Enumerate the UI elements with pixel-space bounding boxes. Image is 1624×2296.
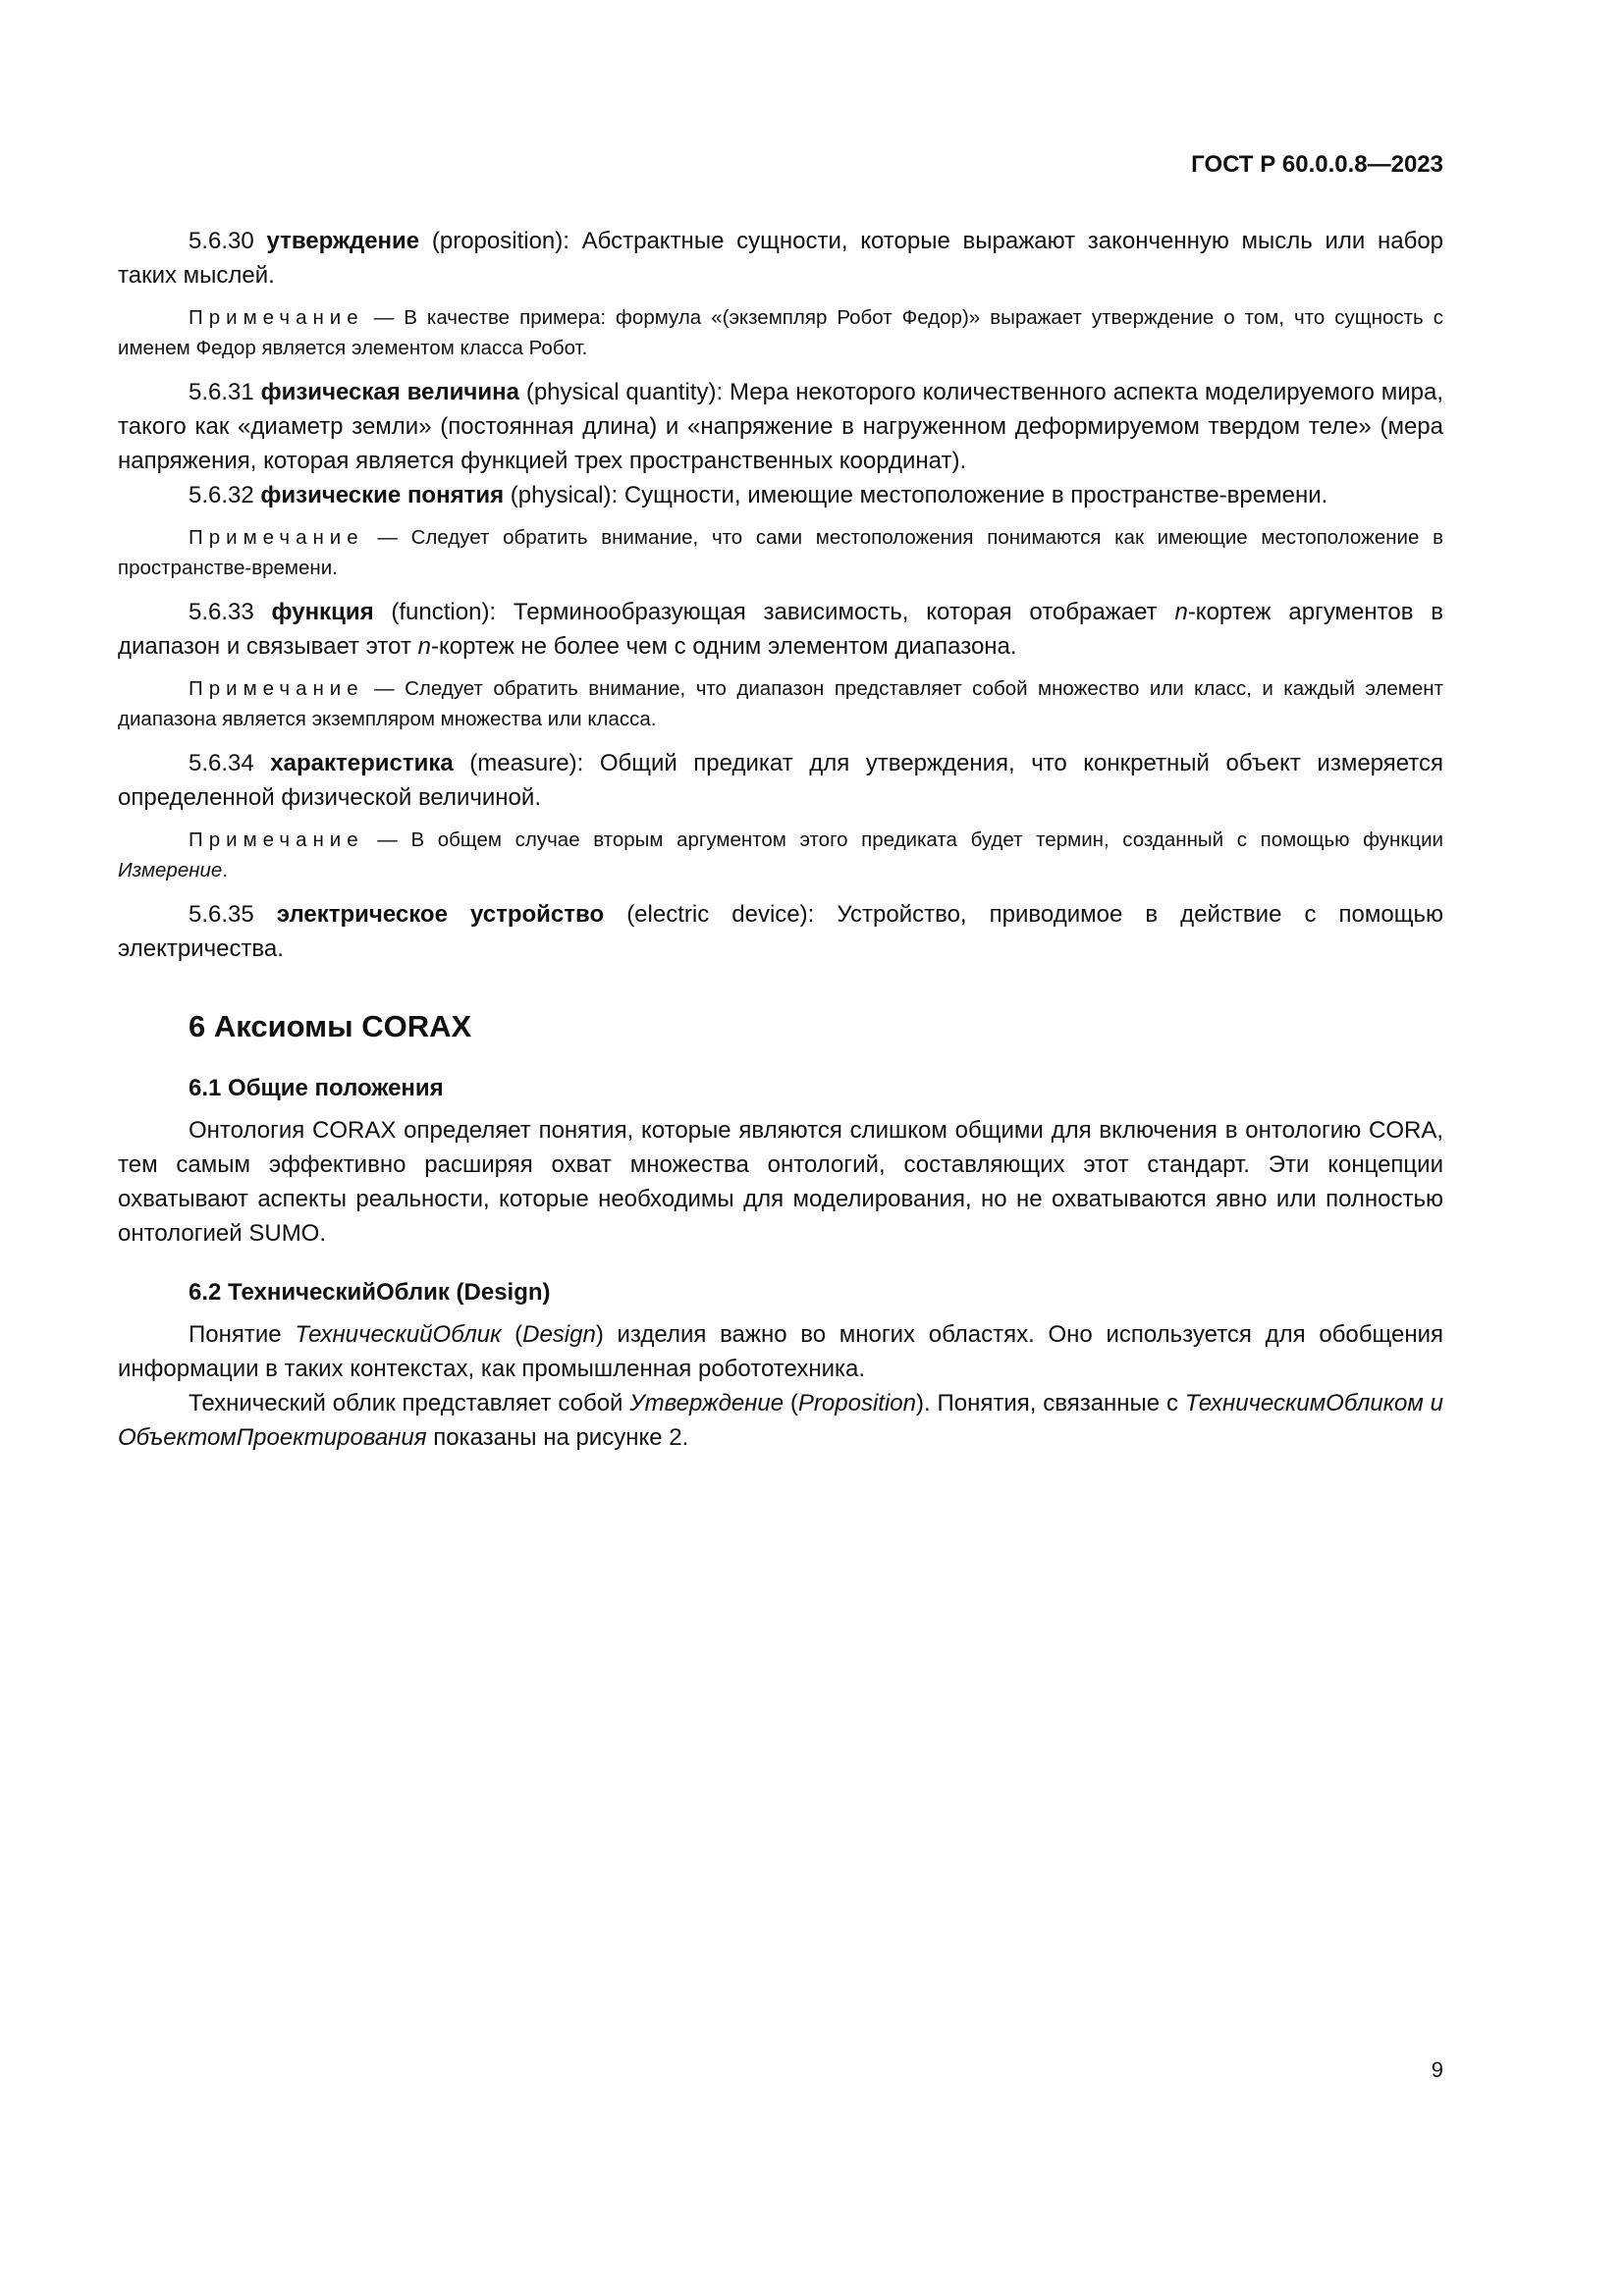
term-name: электрическое устройство bbox=[276, 901, 605, 928]
term-definition: Сущности, имеющие местоположение в пространстве-времени. bbox=[623, 482, 1328, 508]
term-definition: Терминообразующая зависимость, которая отображает bbox=[513, 599, 1175, 625]
note-5-6-30 bbox=[118, 302, 1443, 363]
note-dash: — bbox=[374, 677, 395, 700]
term-5-6-33 bbox=[118, 595, 1443, 664]
term-definition: Общий предикат для утверждения, что конкретный объект измеряется определенной физической величиной. bbox=[118, 750, 1444, 811]
text-run-italic: Proposition bbox=[797, 1390, 916, 1416]
note-5-6-32 bbox=[118, 522, 1443, 583]
term-5-6-31 bbox=[118, 375, 1443, 478]
term-name: физическая величина bbox=[260, 379, 519, 405]
term-definition: -кортеж аргументов в диапазон и связывает этот bbox=[118, 599, 1444, 660]
term-5-6-34 bbox=[118, 746, 1443, 815]
term-name: функция bbox=[271, 599, 374, 625]
term-number: 5.6.35 bbox=[189, 901, 254, 928]
standard-header: ГОСТ Р 60.0.0.8—2023 bbox=[1191, 151, 1443, 178]
term-5-6-30 bbox=[118, 224, 1443, 293]
text-run-italic: Design bbox=[522, 1321, 596, 1348]
term-english: (function): bbox=[391, 599, 497, 625]
term-name: утверждение bbox=[266, 228, 420, 254]
subsection-6-2-paragraph-1 bbox=[118, 1317, 1443, 1386]
note-5-6-33 bbox=[118, 673, 1443, 734]
term-5-6-35 bbox=[118, 897, 1443, 966]
term-definition: Устройство, приводимое в действие с помощью электричества. bbox=[118, 901, 1443, 962]
section-6-heading: 6 Аксиомы CORAX bbox=[189, 1009, 472, 1043]
subsection-6-1-text: Онтология CORAX определяет понятия, которые являются слишком общими для включения в онтологию CORA, тем самым эффективно расширяя охват множества онтологий, составляющих этот стандарт. Эти концепции охватывают аспекты реальности, которые необходимы для моделирования, но не охватываются явно или полностью онтологией SUMO. bbox=[118, 1117, 1443, 1247]
note-dash: — bbox=[373, 306, 395, 329]
note-dash: — bbox=[377, 828, 398, 851]
text-run: ) изделия важно во многих областях. Оно используется для обобщения информации в таких контекстах, как промышленная робототехника. bbox=[118, 1321, 1443, 1382]
term-name: характеристика bbox=[270, 750, 454, 776]
subsection-6-2-heading: 6.2 ТехническийОблик (Design) bbox=[189, 1279, 551, 1306]
text-run-italic: Утверждение bbox=[629, 1390, 785, 1416]
note-text: В качестве примера: формула «(экземпляр Робот Федор)» выражает утверждение о том, что сущность с именем Федор является элементом класса Робот. bbox=[118, 306, 1443, 359]
text-run: ( bbox=[501, 1321, 523, 1348]
note-text: Следует обратить внимание, что диапазон представляет собой множество или класс, и каждый элемент диапазона является экземпляром множества или класса. bbox=[118, 677, 1444, 730]
note-dash: — bbox=[377, 526, 398, 549]
subsection-6-2-paragraph-2 bbox=[118, 1386, 1443, 1455]
note-text: . bbox=[222, 859, 229, 881]
term-definition-italic: n bbox=[417, 633, 431, 660]
term-definition-italic: n bbox=[1174, 599, 1188, 625]
term-number: 5.6.32 bbox=[189, 482, 254, 508]
subsection-6-1-heading: 6.1 Общие положения bbox=[189, 1075, 444, 1101]
term-definition: -кортеж не более чем с одним элементом диапазона. bbox=[430, 633, 1017, 660]
text-run-italic: ТехническимОбликом и ОбъектомПроектирования bbox=[118, 1390, 1444, 1451]
text-run: Понятие bbox=[189, 1321, 296, 1348]
term-number: 5.6.31 bbox=[189, 379, 254, 405]
term-number: 5.6.33 bbox=[189, 599, 254, 625]
text-run: ( bbox=[784, 1390, 798, 1416]
note-text: В общем случае вторым аргументом этого предиката будет термин, созданный с помощью функции bbox=[410, 828, 1443, 851]
note-label: Примечание bbox=[189, 526, 364, 549]
note-label: Примечание bbox=[189, 306, 364, 329]
note-5-6-34 bbox=[118, 825, 1443, 885]
text-run: ). Понятия, связанные с bbox=[916, 1390, 1185, 1416]
term-number: 5.6.34 bbox=[189, 750, 254, 776]
text-run: Технический облик представляет собой bbox=[189, 1390, 630, 1416]
text-run-italic: ТехническийОблик bbox=[295, 1321, 502, 1348]
term-definition: Абстрактные сущности, которые выражают законченную мысль или набор таких мыслей. bbox=[118, 228, 1444, 289]
note-text-italic: Измерение bbox=[118, 859, 223, 881]
note-text: Следует обратить внимание, что сами местоположения понимаются как имеющие местоположение в пространстве-времени. bbox=[118, 526, 1443, 579]
term-5-6-32 bbox=[118, 478, 1443, 512]
note-label: Примечание bbox=[189, 828, 364, 851]
page-content bbox=[118, 224, 1443, 1455]
term-english: (physical): bbox=[510, 482, 619, 508]
term-name: физические понятия bbox=[260, 482, 505, 508]
text-run: показаны на рисунке 2. bbox=[426, 1424, 689, 1451]
term-definition: Мера некоторого количественного аспекта моделируемого мира, такого как «диаметр земли» (постоянная длина) и «напряжение в нагруженном деформируемом твердом теле» (мера напряжения, которая является функцией трех пространственных координат). bbox=[118, 379, 1444, 474]
term-english: (proposition): bbox=[431, 228, 569, 254]
note-label: Примечание bbox=[189, 677, 364, 700]
term-english: (measure): bbox=[469, 750, 584, 776]
term-number: 5.6.30 bbox=[189, 228, 254, 254]
term-english: (physical quantity): bbox=[525, 379, 724, 405]
page-number: 9 bbox=[1431, 2057, 1443, 2082]
term-english: (electric device): bbox=[626, 901, 815, 928]
